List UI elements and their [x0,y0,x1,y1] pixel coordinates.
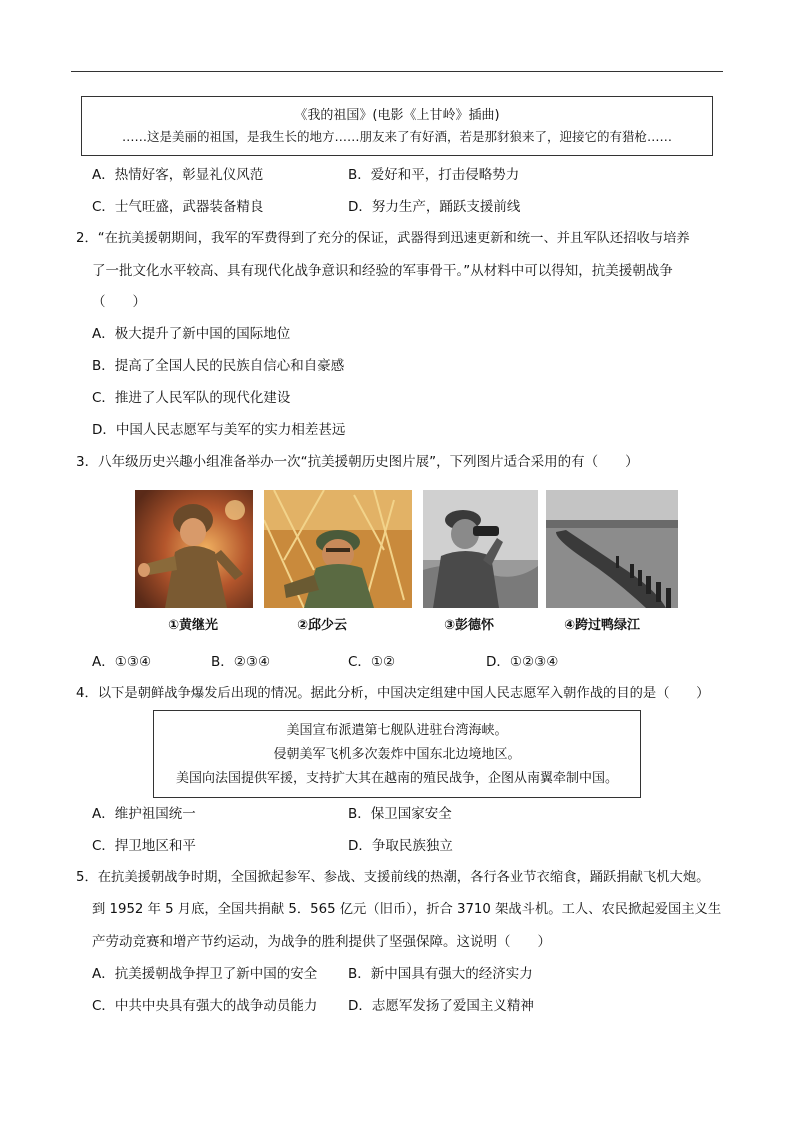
q1-option-d[interactable]: D．努力生产，踊跃支援前线 [348,199,521,215]
q4-option-c[interactable]: C．捍卫地区和平 [92,838,196,854]
q3-option-a[interactable]: A．①③④ [92,654,152,670]
q3-option-b[interactable]: B．②③④ [211,654,271,670]
q2-option-a[interactable]: A．极大提升了新中国的国际地位 [92,326,291,342]
q4-option-b[interactable]: B．保卫国家安全 [348,806,452,822]
song-title: 《我的祖国》(电影《上甘岭》插曲) [294,108,500,123]
q2-stem-line-2: 了一批文化水平较高、具有现代化战争意识和经验的军事骨干。”从材料中可以得知，抗美援朝战争 [92,263,673,279]
q2-stem-line-1: 2．“在抗美援朝期间，我军的军费得到了充分的保证，武器得到迅速更新和统一、并且军队还招收与培养 [76,231,690,246]
song-lyrics: ……这是美丽的祖国，是我生长的地方……朋友来了有好酒，若是那豺狼来了，迎接它的有猎枪…… [121,129,672,144]
q5-option-b[interactable]: B．新中国具有强大的经济实力 [348,966,533,982]
crossing-yalu-river-photo [546,490,678,608]
q5-stem-line-2: 到 1952 年 5 月底，全国共捐献 5．565 亿元（旧币），折合 3710 架战斗机。工人、农民掀起爱国主义生 [92,902,722,917]
q2-option-c[interactable]: C．推进了人民军队的现代化建设 [92,390,291,406]
q5-option-a[interactable]: A．抗美援朝战争捍卫了新中国的安全 [92,966,318,982]
q4-material-box [153,710,641,798]
q4-material-line-2: 侵朝美军飞机多次轰炸中国东北边境地区。 [273,747,521,762]
picture-caption-2: ②邱少云 [297,618,348,633]
q2-answer-blank: （ ） [92,294,146,310]
q4-option-d[interactable]: D．争取民族独立 [348,838,453,854]
q4-stem: 4．以下是朝鲜战争爆发后出现的情况。据此分析，中国决定组建中国人民志愿军入朝作战的目的是（ ） [76,686,710,701]
q2-option-b[interactable]: B．提高了全国人民的民族自信心和自豪感 [92,358,345,374]
qiu-shaoyun-painting [264,490,412,608]
q3-stem: 3．八年级历史兴趣小组准备举办一次“抗美援朝历史图片展”，下列图片适合采用的有（ ） [76,454,639,470]
q4-material-line-3: 美国向法国提供军援，支持扩大其在越南的殖民战争，企图从南翼牵制中国。 [175,771,618,786]
huang-jiguang-painting [135,490,253,608]
q5-stem-line-3: 产劳动竞赛和增产节约运动，为战争的胜利提供了坚强保障。这说明（ ） [92,934,551,950]
q5-option-d[interactable]: D．志愿军发扬了爱国主义精神 [348,998,534,1014]
picture-caption-4: ④跨过鸭绿江 [564,618,641,633]
picture-caption-1: ①黄继光 [168,618,219,633]
peng-dehuai-photo [423,490,538,608]
q3-option-d[interactable]: D．①②③④ [486,654,559,670]
song-lyrics-box [81,96,713,156]
q5-stem-line-1: 5．在抗美援朝战争时期，全国掀起参军、参战、支援前线的热潮，各行各业节衣缩食，踊跃捐献飞机大炮。 [76,870,710,885]
q1-option-a[interactable]: A．热情好客，彰显礼仪风范 [92,167,264,183]
q1-option-c[interactable]: C．士气旺盛，武器装备精良 [92,199,264,215]
q1-option-b[interactable]: B．爱好和平，打击侵略势力 [348,167,520,183]
picture-caption-3: ③彭德怀 [444,618,495,633]
q2-option-d[interactable]: D．中国人民志愿军与美军的实力相差甚远 [92,422,346,438]
q5-option-c[interactable]: C．中共中央具有强大的战争动员能力 [92,998,318,1014]
q4-material-line-1: 美国宣布派遣第七舰队进驻台湾海峡。 [286,723,508,738]
header-rule [71,71,723,72]
q4-option-a[interactable]: A．维护祖国统一 [92,806,196,822]
q3-option-c[interactable]: C．①② [348,654,396,670]
